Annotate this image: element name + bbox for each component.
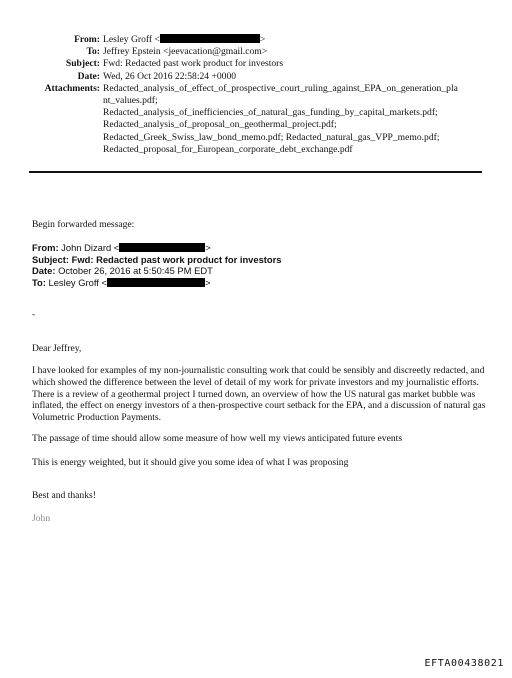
redaction-box <box>119 243 205 252</box>
attachment-item: Redacted_proposal_for_European_corporate_debt_exchange.pdf <box>103 143 353 155</box>
body-paragraph-1: I have looked for examples of my non-journalistic consulting work that could be sensibly and discreetly redacted, and which showed the difference between the level of detail of my work for private investors and my journalistic efforts. There is a review of a geothermal project I turned down, an overview of how the US natural gas market bubble was inflated, the effect on energy investors of a then-prospective court setback for the EPA, and a discussion of natural gas Volumetric Production Payments. <box>32 365 486 424</box>
forwarded-header <box>32 242 282 288</box>
greeting: Dear Jeffrey, <box>32 343 82 354</box>
header-to-value: Jeffrey Epstein <jeevacation@gmail.com> <box>103 46 268 58</box>
header-from-close: > <box>259 34 266 45</box>
fwd-date-value: October 26, 2016 at 5:50:45 PM EDT <box>58 265 213 277</box>
fwd-subject-value: Fwd: Redacted past work product for investors <box>71 253 282 265</box>
header-attachments-label: Attachments: <box>44 82 100 94</box>
fwd-date-row <box>32 265 282 277</box>
body-dash: - <box>32 309 36 320</box>
header-attachments-row <box>0 83 512 156</box>
attachment-item: Redacted_analysis_of_inefficiencies_of_natural_gas_funding_by_capital_markets.pdf; <box>103 107 438 119</box>
fwd-from-close: > <box>205 242 211 253</box>
attachment-item: nt_values.pdf; <box>103 95 158 107</box>
attachment-item: Redacted_Greek_Swiss_law_bond_memo.pdf; Redacted_natural_gas_VPP_memo.pdf; <box>103 131 440 143</box>
header-date-value: Wed, 26 Oct 2016 22:58:24 +0000 <box>103 70 237 82</box>
header-subject-value: Fwd: Redacted past work product for investors <box>103 58 284 70</box>
closing: Best and thanks! <box>32 490 96 501</box>
body-paragraph-2: The passage of time should allow some measure of how well my views anticipated future events <box>32 433 403 444</box>
header-from-value <box>100 34 473 46</box>
fwd-from-label: From: <box>32 242 59 253</box>
header-to-label: To: <box>86 46 100 58</box>
header-from-label: From: <box>74 34 100 45</box>
attachment-item: Redacted_analysis_of_proposal_on_geothermal_project.pdf; <box>103 119 337 131</box>
header-from-name: Lesley Groff < <box>103 34 160 45</box>
fwd-subject-row <box>32 254 282 266</box>
header-from-row <box>0 34 512 46</box>
fwd-to-row <box>32 277 282 289</box>
header-subject-label: Subject: <box>65 58 100 70</box>
signature: John <box>32 513 51 524</box>
header-date-label: Date: <box>77 70 100 82</box>
header-subject-row <box>0 58 512 70</box>
document-id: EFTA00438021 <box>424 658 504 669</box>
forward-intro: Begin forwarded message: <box>32 219 135 230</box>
body-paragraph-3: This is energy weighted, but it should give you some idea of what I was proposing <box>32 457 349 468</box>
fwd-to-label: To: <box>32 276 46 288</box>
attachment-item: Redacted_analysis_of_effect_of_prospective_court_ruling_against_EPA_on_generation_pla <box>103 82 458 94</box>
attachment-list <box>100 83 473 156</box>
fwd-to-close: > <box>204 276 211 288</box>
fwd-from-row <box>32 242 282 254</box>
fwd-to-value: Lesley Groff < <box>48 276 107 288</box>
header-date-row <box>0 71 512 83</box>
fwd-date-label: Date: <box>32 265 56 277</box>
redaction-box <box>160 34 260 43</box>
email-header <box>0 34 512 156</box>
header-divider <box>29 171 482 173</box>
header-to-row <box>0 46 512 58</box>
redaction-box <box>107 278 205 287</box>
fwd-subject-label: Subject: <box>32 253 69 265</box>
fwd-from-value: John Dizard < <box>61 242 120 253</box>
